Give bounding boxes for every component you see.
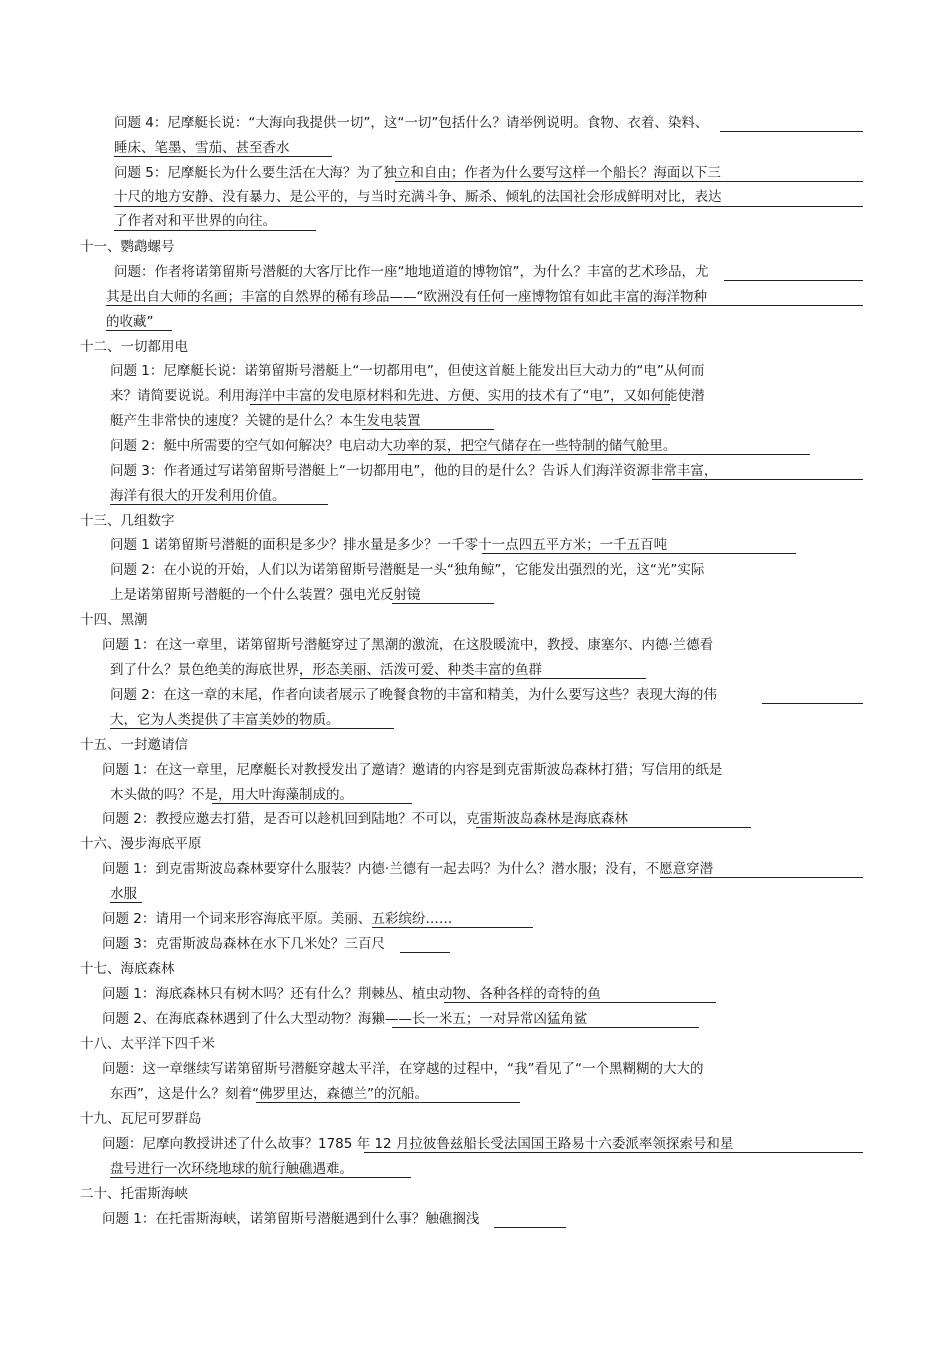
text-line: 问题 1 诺第留斯号潜艇的面积是多少？排水量是多少？一千零十一点四五平方米；一千五百吨 — [110, 537, 668, 553]
answer-underline — [300, 678, 646, 679]
text-line: 了作者对和平世界的向往。 — [114, 213, 276, 229]
answer-underline — [212, 803, 412, 804]
answer-underline — [106, 330, 172, 331]
text-line: 到了什么？景色绝美的海底世界，形态美丽、活泼可爱、种类丰富的鱼群 — [110, 662, 542, 678]
section-heading: 十九、瓦尼可罗群岛 — [80, 1111, 202, 1127]
answer-underline — [114, 230, 316, 231]
text-line: 问题 3：克雷斯波岛森林在水下几米处？三百尺 — [102, 936, 385, 952]
answer-underline — [392, 603, 494, 604]
answer-underline — [444, 1002, 716, 1003]
text-line: 艇产生非常快的速度？关键的是什么？本生发电装置 — [110, 413, 421, 429]
answer-underline — [106, 305, 863, 306]
text-line: 大，它为人类提供了丰富美妙的物质。 — [110, 712, 340, 728]
answer-underline — [250, 404, 670, 405]
answer-underline — [114, 156, 332, 157]
section-heading: 十三、几组数字 — [80, 513, 175, 529]
text-line: 问题 1：在这一章里，尼摩艇长对教授发出了邀请？邀请的内容是到克雷斯波岛森林打猎；写信用的纸是 — [102, 762, 723, 778]
answer-underline — [364, 1152, 863, 1153]
section-heading: 十七、海底森林 — [80, 961, 175, 977]
answer-underline — [494, 1227, 566, 1228]
answer-underline — [114, 206, 863, 207]
text-line: 问题 5：尼摩艇长为什么要生活在大海？为了独立和自由；作者为什么要写这样一个船长？海面以下三 — [114, 165, 721, 181]
answer-underline — [476, 827, 751, 828]
answer-underline — [372, 927, 533, 928]
answer-underline — [110, 504, 328, 505]
answer-underline — [724, 280, 863, 281]
text-line: 问题 1：海底森林只有树木吗？还有什么？荆棘丛、植虫动物、各种各样的奇特的鱼 — [102, 986, 601, 1002]
text-line: 问题：作者将诺第留斯号潜艇的大客厅比作一座“地地道道的博物馆”，为什么？丰富的艺术珍品，尤 — [114, 264, 709, 280]
answer-underline — [720, 131, 863, 132]
answer-underline — [110, 728, 394, 729]
answer-underline — [762, 703, 863, 704]
section-heading: 十二、一切都用电 — [80, 339, 188, 355]
answer-underline — [482, 553, 796, 554]
section-heading: 十八、太平洋下四千米 — [80, 1036, 215, 1052]
text-line: 问题 2、在海底森林遇到了什么大型动物？海獭——长一米五；一对异常凶猛角鲨 — [102, 1011, 588, 1027]
text-line: 的收藏” — [106, 314, 154, 330]
section-heading: 十一、鹦鹉螺号 — [80, 239, 175, 255]
text-line: 问题：尼摩向教授讲述了什么故事？1785 年 12 月拉彼鲁兹船长受法国国王路易十六委派率领探索号和星 — [102, 1136, 734, 1152]
text-line: 来？请简要说说。利用海洋中丰富的发电原材料和先进、方便、实用的技术有了“电”，又如何能使潜 — [110, 388, 705, 404]
section-heading: 二十、托雷斯海峡 — [80, 1186, 188, 1202]
answer-underline — [392, 1027, 699, 1028]
text-line: 问题 2：请用一个词来形容海底平原。美丽、五彩缤纷…… — [102, 911, 453, 927]
text-line: 问题 1：尼摩艇长说：诺第留斯号潜艇上“一切都用电”，但使这首艇上能发出巨大动力的“电”从何而 — [110, 363, 705, 379]
text-line: 问题 1：到克雷斯波岛森林要穿什么服装？内德·兰德有一起去吗？为什么？潜水服；没有，不愿意穿潜 — [102, 861, 714, 877]
text-line: 海洋有很大的开发利用价值。 — [110, 488, 286, 504]
text-line: 上是诺第留斯号潜艇的一个什么装置？强电光反射镜 — [110, 587, 421, 603]
text-line: 问题 2：在这一章的末尾，作者向读者展示了晚餐食物的丰富和精美，为什么要写这些？表现大海的伟 — [110, 687, 717, 703]
text-line: 问题 2：在小说的开始，人们以为诺第留斯号潜艇是一头“独角鲸”，它能发出强烈的光，这“光”实际 — [110, 562, 705, 578]
text-line: 东西”，这是什么？刻着“佛罗里达，森德兰”的沉船。 — [110, 1086, 428, 1102]
section-heading: 十四、黑潮 — [80, 612, 148, 628]
answer-underline — [110, 902, 142, 903]
answer-underline — [256, 1102, 520, 1103]
text-line: 木头做的吗？不是，用大叶海藻制成的。 — [110, 787, 353, 803]
text-line: 问题 2：艇中所需要的空气如何解决？电启动大功率的泵，把空气储存在一些特制的储气舱里。 — [110, 438, 677, 454]
text-line: 其是出自大师的名画；丰富的自然界的稀有珍品——“欧洲没有任何一座博物馆有如此丰富的海洋物种 — [106, 289, 707, 305]
section-heading: 十五、一封邀请信 — [80, 737, 188, 753]
text-line: 问题：这一章继续写诺第留斯号潜艇穿越太平洋，在穿越的过程中，“我”看见了“一个黑糊糊的大大的 — [102, 1061, 704, 1077]
answer-underline — [362, 429, 494, 430]
section-heading: 十六、漫步海底平原 — [80, 836, 202, 852]
text-line: 十尺的地方安静、没有暴力、是公平的，与当时充满斗争、厮杀、倾轧的法国社会形成鲜明对比，表达 — [114, 189, 722, 205]
answer-underline — [660, 877, 863, 878]
answer-underline — [652, 479, 863, 480]
text-line: 问题 1：在托雷斯海峡，诺第留斯号潜艇遇到什么事？触礁搁浅 — [102, 1211, 480, 1227]
text-line: 水服 — [110, 886, 137, 902]
text-line: 问题 1：在这一章里，诺第留斯号潜艇穿过了黑潮的激流，在这股暖流中，教授、康塞尔、内德·兰德看 — [102, 637, 714, 653]
answer-underline — [395, 181, 863, 182]
text-line: 睡床、笔墨、雪茄、甚至香水 — [114, 140, 290, 156]
answer-underline — [110, 1177, 411, 1178]
answer-underline — [388, 454, 810, 455]
text-line: 盘号进行一次环绕地球的航行触礁遇难。 — [110, 1161, 353, 1177]
text-line: 问题 2：教授应邀去打猎，是否可以趁机回到陆地？不可以，克雷斯波岛森林是海底森林 — [102, 811, 628, 827]
text-line: 问题 3：作者通过写诺第留斯号潜艇上“一切都用电”，他的目的是什么？告诉人们海洋资源非常丰富， — [110, 463, 718, 479]
answer-underline — [400, 952, 450, 953]
text-line: 问题 4：尼摩艇长说：“大海向我提供一切”，这“一切”包括什么？请举例说明。食物、衣着、染料、 — [114, 115, 709, 131]
